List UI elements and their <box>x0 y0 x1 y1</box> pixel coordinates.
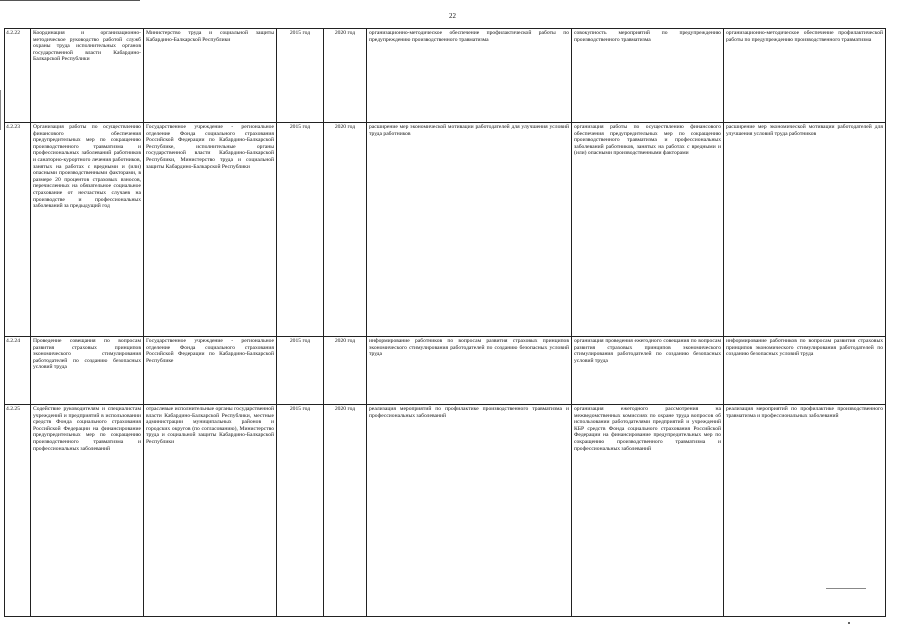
item-number: 4.2.22 <box>5 29 31 123</box>
measure-name: Проведение совещания по вопросам развития страховых принципов экономического стимулирования работодателей по созданию безопасных условий труда <box>31 337 144 405</box>
measure-name: Координация и организационно-методическое руководство работой служб охраны труда исполнительных органов государственной власти Кабардино-Балкарской Республики <box>31 29 144 123</box>
start-year: 2015 год <box>277 29 324 123</box>
page-number: 22 <box>449 12 456 20</box>
target-indicator: реализация мероприятий по профилактике производственного травматизма и профессиональных заболеваний <box>724 405 886 617</box>
scan-edge-tick <box>0 90 1 130</box>
responsible-executor: Государственное учреждение - региональное отделение Фонда социального страхования Российской Федерации по Кабардино-Балкарской Республике <box>144 337 277 405</box>
expected-result: расширение мер экономической мотивации работодателей для улучшения условий труда работников <box>367 123 572 337</box>
end-year: 2020 год <box>324 29 367 123</box>
measure-name: Организация работы по осуществлению финансового обеспечения предупредительных мер по сокращению производственного травматизма и профессиональных заболеваний работников и санаторно-курортного лечения работников, занятых на работах с вредными и (или) опасными производственными факторами, в размере 20 процентов страховых взносов, перечисленных на обязательное социальное страхование от несчастных случаев на производстве и профессиональных заболеваний за предыдущий год <box>31 123 144 337</box>
expected-result: реализация мероприятий по профилактике производственного травматизма и профессиональных заболеваний <box>367 405 572 617</box>
measure-content: совокупность мероприятий по предупреждению производственного травматизма <box>572 29 724 123</box>
item-number: 4.2.24 <box>5 337 31 405</box>
start-year: 2015 год <box>277 405 324 617</box>
responsible-executor: Министерство труда и социальной защиты Кабардино-Балкарской Республики <box>144 29 277 123</box>
measure-content: организация работы по осуществлению финансового обеспечения предупредительных мер по сокращению производственного травматизма и профессиональных заболеваний работников, занятых на работах с вредными и (или) опасными производственными факторами <box>572 123 724 337</box>
target-indicator: расширение мер экономической мотивации работодателей для улучшения условий труда работников <box>724 123 886 337</box>
scan-speck <box>848 622 850 624</box>
scan-edge-line <box>826 588 866 589</box>
start-year: 2015 год <box>277 337 324 405</box>
scan-edge-line <box>0 0 140 1</box>
table-row <box>5 405 886 617</box>
measure-content: организация проведения ежегодного совещания по вопросам развития страховых принципов экономического стимулирования работодателей по созданию безопасных условий труда <box>572 337 724 405</box>
expected-result: организационно-методическое обеспечение профилактической работы по предупреждению производственного травматизма <box>367 29 572 123</box>
target-indicator: организационно-методическое обеспечение профилактической работы по предупреждению производственного травматизма <box>724 29 886 123</box>
table-row <box>5 337 886 405</box>
measure-name: Содействие руководителям и специалистам учреждений и предприятий в использовании средств Фонда социального страхования Российской Федерации на финансирование предупредительных мер по сокращению производственного травматизма и профессиональных заболеваний <box>31 405 144 617</box>
responsible-executor: отраслевые исполнительные органы государственной власти Кабардино-Балкарской Республики, местные администрации муниципальных районов и городских округов (по согласованию), Министерство труда и социальной защиты Кабардино-Балкарской Республики <box>144 405 277 617</box>
end-year: 2020 год <box>324 123 367 337</box>
item-number: 4.2.25 <box>5 405 31 617</box>
expected-result: информирование работников по вопросам развития страховых принципов экономического стимулирования работодателей по созданию безопасных условий труда <box>367 337 572 405</box>
measures-table <box>4 28 886 617</box>
table-row <box>5 123 886 337</box>
end-year: 2020 год <box>324 337 367 405</box>
responsible-executor: Государственное учреждение - региональное отделение Фонда социального страхования Российской Федерации по Кабардино-Балкарской Республике, исполнительные органы государственной власти Кабардино-Балкарской Республики, Министерство труда и социальной защиты Кабардино-Балкарской Республики <box>144 123 277 337</box>
target-indicator: информирование работников по вопросам развития страховых принципов экономического стимулирования работодателей по созданию безопасных условий труда <box>724 337 886 405</box>
start-year: 2015 год <box>277 123 324 337</box>
measure-content: организация ежегодного рассмотрения на межведомственных комиссиях по охране труда вопросов об использовании работодателями предприятий и учреждений КБР средств Фонда социального страхования Российской Федерации на финансирование предупредительных мер по сокращению производственного травматизма и профессиональных заболеваний <box>572 405 724 617</box>
end-year: 2020 год <box>324 405 367 617</box>
table-row <box>5 29 886 123</box>
item-number: 4.2.23 <box>5 123 31 337</box>
